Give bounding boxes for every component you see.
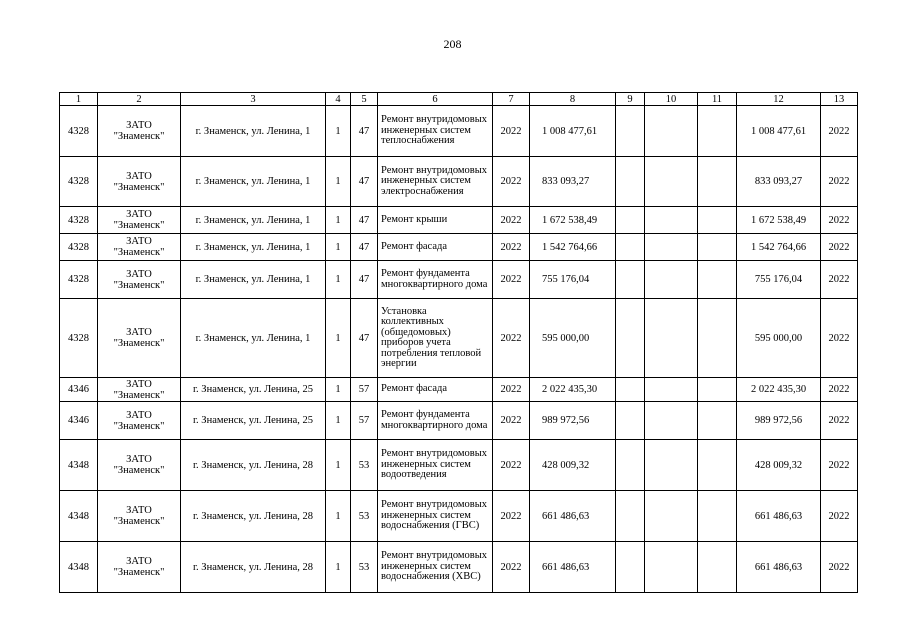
table-row: [60, 106, 858, 157]
cell-completion-year: 2022: [821, 491, 858, 542]
table-row: [60, 402, 858, 440]
cell-completion-year: 2022: [821, 402, 858, 440]
cell-col-10: [645, 542, 698, 593]
table-row: [60, 491, 858, 542]
cell-work-type: Ремонт внутридомовых инженерных систем теплоснабжения: [378, 106, 493, 157]
cell-col-11: [698, 261, 737, 299]
cell-col-11: [698, 299, 737, 378]
cell-col-5: 53: [351, 491, 378, 542]
cell-municipality: ЗАТО "Знаменск": [98, 234, 181, 261]
cell-address: г. Знаменск, ул. Ленина, 28: [181, 491, 326, 542]
cell-completion-year: 2022: [821, 299, 858, 378]
cell-col-10: [645, 378, 698, 402]
cell-total: 755 176,04: [737, 261, 821, 299]
column-header-3: 3: [181, 93, 326, 106]
cell-house-id: 4328: [60, 299, 98, 378]
table-row: [60, 207, 858, 234]
cell-col-9: [616, 207, 645, 234]
table-body: [60, 93, 858, 593]
cell-col-9: [616, 261, 645, 299]
cell-address: г. Знаменск, ул. Ленина, 1: [181, 234, 326, 261]
cell-total: 595 000,00: [737, 299, 821, 378]
column-header-11: 11: [698, 93, 737, 106]
cell-col-9: [616, 299, 645, 378]
cell-completion-year: 2022: [821, 157, 858, 207]
cell-col-9: [616, 157, 645, 207]
cell-col-4: 1: [326, 207, 351, 234]
cell-work-type: Ремонт внутридомовых инженерных систем водоснабжения (ГВС): [378, 491, 493, 542]
cell-address: г. Знаменск, ул. Ленина, 28: [181, 542, 326, 593]
cell-col-4: 1: [326, 261, 351, 299]
cell-year: 2022: [493, 299, 530, 378]
column-header-2: 2: [98, 93, 181, 106]
cell-col-11: [698, 234, 737, 261]
cell-col-4: 1: [326, 378, 351, 402]
cell-col-5: 57: [351, 402, 378, 440]
cell-work-type: Ремонт фасада: [378, 378, 493, 402]
cell-address: г. Знаменск, ул. Ленина, 1: [181, 106, 326, 157]
cell-col-4: 1: [326, 402, 351, 440]
cell-amount: 1 008 477,61: [530, 106, 616, 157]
cell-col-9: [616, 106, 645, 157]
cell-col-4: 1: [326, 106, 351, 157]
cell-work-type: Ремонт внутридомовых инженерных систем водоснабжения (ХВС): [378, 542, 493, 593]
cell-work-type: Ремонт фасада: [378, 234, 493, 261]
cell-col-4: 1: [326, 234, 351, 261]
cell-col-11: [698, 542, 737, 593]
cell-municipality: ЗАТО "Знаменск": [98, 261, 181, 299]
cell-col-10: [645, 207, 698, 234]
cell-amount: 661 486,63: [530, 491, 616, 542]
cell-col-4: 1: [326, 440, 351, 491]
cell-col-11: [698, 402, 737, 440]
cell-col-10: [645, 299, 698, 378]
cell-col-11: [698, 440, 737, 491]
cell-col-4: 1: [326, 542, 351, 593]
cell-address: г. Знаменск, ул. Ленина, 25: [181, 378, 326, 402]
cell-completion-year: 2022: [821, 261, 858, 299]
cell-total: 2 022 435,30: [737, 378, 821, 402]
table-row: [60, 234, 858, 261]
cell-work-type: Ремонт крыши: [378, 207, 493, 234]
page-number: 208: [443, 37, 462, 51]
cell-municipality: ЗАТО "Знаменск": [98, 491, 181, 542]
column-header-13: 13: [821, 93, 858, 106]
cell-year: 2022: [493, 402, 530, 440]
cell-completion-year: 2022: [821, 542, 858, 593]
cell-amount: 595 000,00: [530, 299, 616, 378]
cell-municipality: ЗАТО "Знаменск": [98, 402, 181, 440]
cell-amount: 989 972,56: [530, 402, 616, 440]
cell-amount: 755 176,04: [530, 261, 616, 299]
cell-year: 2022: [493, 261, 530, 299]
cell-municipality: ЗАТО "Знаменск": [98, 157, 181, 207]
cell-amount: 661 486,63: [530, 542, 616, 593]
cell-col-9: [616, 542, 645, 593]
cell-total: 661 486,63: [737, 542, 821, 593]
cell-completion-year: 2022: [821, 440, 858, 491]
cell-house-id: 4348: [60, 491, 98, 542]
cell-col-10: [645, 491, 698, 542]
cell-col-10: [645, 261, 698, 299]
cell-col-11: [698, 106, 737, 157]
cell-col-9: [616, 491, 645, 542]
cell-col-4: 1: [326, 157, 351, 207]
cell-completion-year: 2022: [821, 207, 858, 234]
cell-completion-year: 2022: [821, 378, 858, 402]
column-header-1: 1: [60, 93, 98, 106]
table-row: [60, 542, 858, 593]
header-row: [60, 93, 858, 106]
table-row: [60, 299, 858, 378]
cell-work-type: Установка коллективных (общедомовых) приборов учета потребления тепловой энергии: [378, 299, 493, 378]
cell-house-id: 4348: [60, 542, 98, 593]
cell-year: 2022: [493, 106, 530, 157]
cell-col-11: [698, 378, 737, 402]
cell-completion-year: 2022: [821, 106, 858, 157]
cell-amount: 2 022 435,30: [530, 378, 616, 402]
cell-municipality: ЗАТО "Знаменск": [98, 207, 181, 234]
cell-total: 1 672 538,49: [737, 207, 821, 234]
cell-house-id: 4328: [60, 261, 98, 299]
column-header-9: 9: [616, 93, 645, 106]
cell-municipality: ЗАТО "Знаменск": [98, 299, 181, 378]
cell-col-10: [645, 234, 698, 261]
cell-year: 2022: [493, 207, 530, 234]
column-header-12: 12: [737, 93, 821, 106]
column-header-6: 6: [378, 93, 493, 106]
cell-total: 1 542 764,66: [737, 234, 821, 261]
cell-col-10: [645, 157, 698, 207]
cell-address: г. Знаменск, ул. Ленина, 28: [181, 440, 326, 491]
cell-col-5: 53: [351, 440, 378, 491]
table-row: [60, 378, 858, 402]
cell-house-id: 4346: [60, 378, 98, 402]
cell-col-5: 47: [351, 157, 378, 207]
cell-house-id: 4328: [60, 157, 98, 207]
cell-col-4: 1: [326, 491, 351, 542]
cell-address: г. Знаменск, ул. Ленина, 1: [181, 261, 326, 299]
cell-work-type: Ремонт внутридомовых инженерных систем водоотведения: [378, 440, 493, 491]
cell-col-11: [698, 157, 737, 207]
cell-house-id: 4346: [60, 402, 98, 440]
cell-total: 989 972,56: [737, 402, 821, 440]
cell-col-9: [616, 440, 645, 491]
column-header-5: 5: [351, 93, 378, 106]
cell-col-4: 1: [326, 299, 351, 378]
cell-total: 833 093,27: [737, 157, 821, 207]
cell-col-9: [616, 402, 645, 440]
cell-house-id: 4328: [60, 106, 98, 157]
cell-house-id: 4328: [60, 207, 98, 234]
cell-municipality: ЗАТО "Знаменск": [98, 378, 181, 402]
registry-table: [59, 92, 858, 593]
cell-col-10: [645, 440, 698, 491]
cell-col-5: 47: [351, 234, 378, 261]
cell-total: 661 486,63: [737, 491, 821, 542]
table-row: [60, 157, 858, 207]
cell-year: 2022: [493, 378, 530, 402]
cell-address: г. Знаменск, ул. Ленина, 1: [181, 207, 326, 234]
cell-municipality: ЗАТО "Знаменск": [98, 106, 181, 157]
cell-col-9: [616, 234, 645, 261]
cell-municipality: ЗАТО "Знаменск": [98, 542, 181, 593]
column-header-7: 7: [493, 93, 530, 106]
cell-completion-year: 2022: [821, 234, 858, 261]
cell-amount: 1 542 764,66: [530, 234, 616, 261]
cell-total: 1 008 477,61: [737, 106, 821, 157]
cell-col-11: [698, 207, 737, 234]
cell-col-5: 47: [351, 261, 378, 299]
cell-address: г. Знаменск, ул. Ленина, 1: [181, 299, 326, 378]
cell-address: г. Знаменск, ул. Ленина, 1: [181, 157, 326, 207]
cell-year: 2022: [493, 234, 530, 261]
cell-year: 2022: [493, 491, 530, 542]
column-header-10: 10: [645, 93, 698, 106]
table-row: [60, 440, 858, 491]
cell-col-5: 47: [351, 299, 378, 378]
column-header-8: 8: [530, 93, 616, 106]
cell-col-5: 53: [351, 542, 378, 593]
cell-year: 2022: [493, 440, 530, 491]
cell-year: 2022: [493, 157, 530, 207]
cell-address: г. Знаменск, ул. Ленина, 25: [181, 402, 326, 440]
cell-house-id: 4328: [60, 234, 98, 261]
cell-total: 428 009,32: [737, 440, 821, 491]
cell-amount: 428 009,32: [530, 440, 616, 491]
cell-col-5: 57: [351, 378, 378, 402]
cell-col-10: [645, 402, 698, 440]
cell-work-type: Ремонт фундамента многоквартирного дома: [378, 402, 493, 440]
cell-col-9: [616, 378, 645, 402]
cell-work-type: Ремонт фундамента многоквартирного дома: [378, 261, 493, 299]
cell-year: 2022: [493, 542, 530, 593]
cell-col-5: 47: [351, 207, 378, 234]
cell-municipality: ЗАТО "Знаменск": [98, 440, 181, 491]
table-row: [60, 261, 858, 299]
column-header-4: 4: [326, 93, 351, 106]
cell-amount: 833 093,27: [530, 157, 616, 207]
cell-house-id: 4348: [60, 440, 98, 491]
cell-amount: 1 672 538,49: [530, 207, 616, 234]
cell-work-type: Ремонт внутридомовых инженерных систем электроснабжения: [378, 157, 493, 207]
cell-col-10: [645, 106, 698, 157]
cell-col-11: [698, 491, 737, 542]
cell-col-5: 47: [351, 106, 378, 157]
